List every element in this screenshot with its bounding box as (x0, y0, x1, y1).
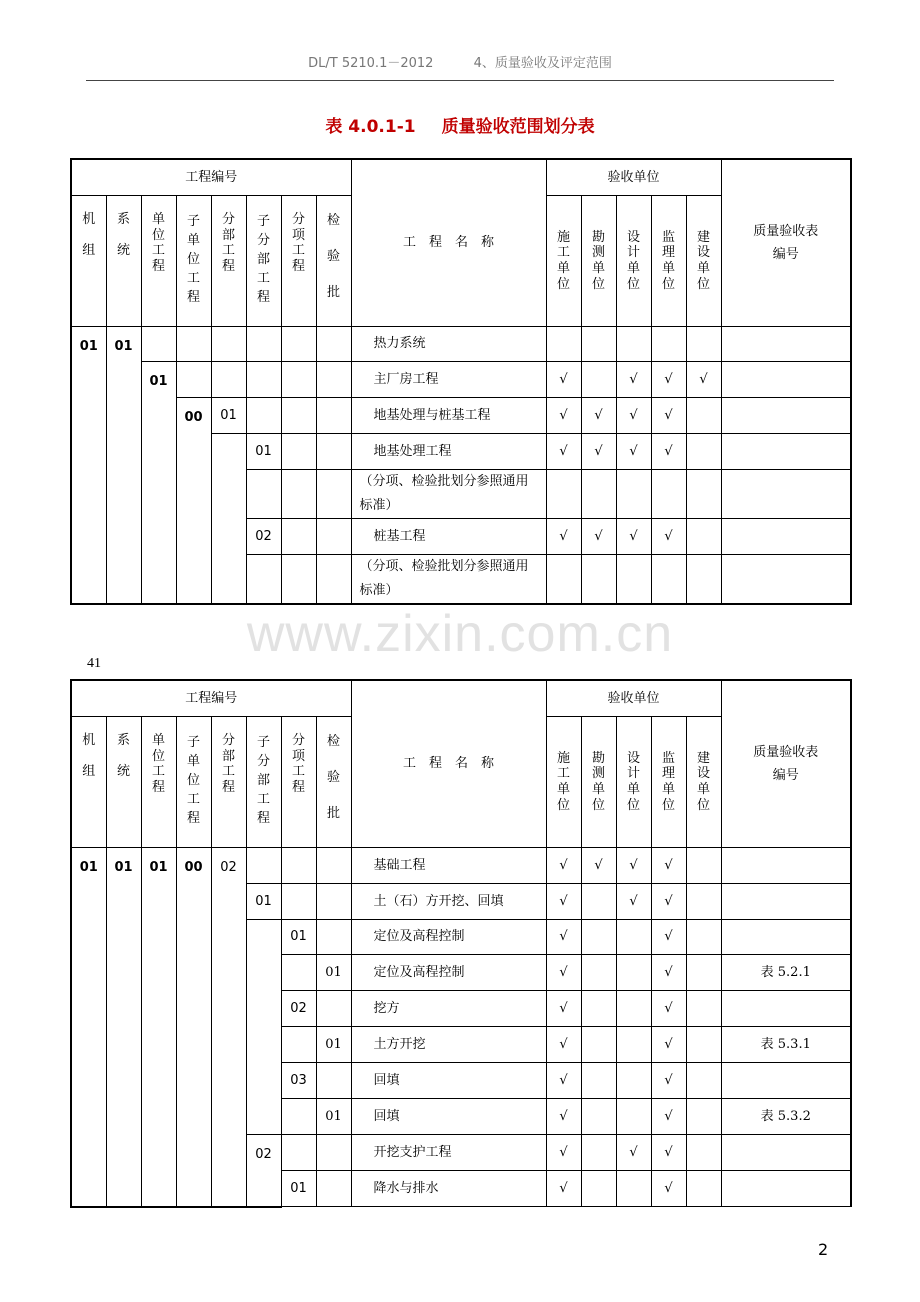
code-cell: 02 (211, 848, 246, 1207)
code-cell: 00 (176, 848, 211, 1207)
check-cell: √ (546, 362, 581, 398)
code-cell: 01 (246, 884, 281, 920)
check-cell (686, 1027, 721, 1063)
check-cell: √ (546, 519, 581, 555)
project-name: 土（石）方开挖、回填 (351, 884, 546, 920)
code-cell (316, 884, 351, 920)
form-number-cell (721, 470, 851, 519)
form-number-cell (721, 398, 851, 434)
check-cell (686, 884, 721, 920)
project-name: 定位及高程控制 (351, 955, 546, 991)
check-cell (581, 1027, 616, 1063)
check-cell: √ (651, 362, 686, 398)
check-cell (686, 991, 721, 1027)
check-cell (581, 555, 616, 605)
check-cell (686, 519, 721, 555)
code-cell (316, 991, 351, 1027)
code-cell (316, 1135, 351, 1171)
code-cell (176, 327, 211, 362)
check-cell: √ (616, 362, 651, 398)
code-cell: 01 (141, 848, 176, 1207)
check-cell: √ (651, 1171, 686, 1207)
form-number-cell (721, 1135, 851, 1171)
check-cell (581, 955, 616, 991)
code-cell (281, 519, 316, 555)
project-name: 开挖支护工程 (351, 1135, 546, 1171)
code-cell (281, 327, 316, 362)
check-cell: √ (651, 434, 686, 470)
header-acceptance-unit: 验收单位 (546, 159, 721, 196)
header-fenxiang: 分 项 工 程 (281, 196, 316, 327)
code-cell (316, 434, 351, 470)
code-cell (246, 398, 281, 434)
header-jianshe: 建 设 单 位 (686, 717, 721, 848)
project-name: （分项、检验批划分参照通用标准） (351, 555, 546, 605)
header-zidanwei: 子 单 位 工 程 (176, 196, 211, 327)
page-number: 2 (818, 1240, 829, 1259)
check-cell (686, 920, 721, 955)
check-cell (581, 1135, 616, 1171)
code-cell (141, 327, 176, 362)
form-number-cell (721, 327, 851, 362)
form-number-cell: 表 5.2.1 (721, 955, 851, 991)
check-cell: √ (616, 884, 651, 920)
code-cell (316, 1171, 351, 1207)
table-row (71, 848, 851, 884)
project-name: 降水与排水 (351, 1171, 546, 1207)
header-jianli: 监 理 单 位 (651, 196, 686, 327)
check-cell (616, 1171, 651, 1207)
check-cell: √ (546, 1027, 581, 1063)
check-cell (546, 470, 581, 519)
table-row (71, 398, 851, 434)
project-name: 基础工程 (351, 848, 546, 884)
table-row (71, 362, 851, 398)
code-cell (281, 434, 316, 470)
check-cell: √ (546, 398, 581, 434)
table-row (71, 327, 851, 362)
header-zidanwei: 子 单 位 工 程 (176, 717, 211, 848)
check-cell: √ (616, 398, 651, 434)
header-project-code: 工程编号 (71, 680, 351, 717)
header-danwei: 单 位 工 程 (141, 196, 176, 327)
check-cell: √ (686, 362, 721, 398)
table-title-text: 质量验收范围划分表 (441, 117, 595, 137)
header-xitong: 系 统 (106, 196, 141, 327)
check-cell (686, 955, 721, 991)
check-cell: √ (651, 1099, 686, 1135)
code-cell (246, 920, 281, 1135)
check-cell: √ (581, 519, 616, 555)
code-cell: 02 (246, 519, 281, 555)
check-cell (616, 555, 651, 605)
form-number-cell (721, 920, 851, 955)
check-cell: √ (651, 519, 686, 555)
check-cell: √ (651, 1027, 686, 1063)
header-shigong: 施 工 单 位 (546, 717, 581, 848)
header-project-code: 工程编号 (71, 159, 351, 196)
code-cell (316, 398, 351, 434)
check-cell (581, 1063, 616, 1099)
code-cell (316, 848, 351, 884)
check-cell: √ (546, 1171, 581, 1207)
check-cell: √ (546, 434, 581, 470)
header-project-name: 工 程 名 称 (351, 680, 546, 848)
project-name: 桩基工程 (351, 519, 546, 555)
form-number-cell: 表 5.3.2 (721, 1099, 851, 1135)
header-sheji: 设 计 单 位 (616, 196, 651, 327)
check-cell (651, 470, 686, 519)
code-cell (316, 920, 351, 955)
check-cell: √ (651, 991, 686, 1027)
project-name: （分项、检验批划分参照通用标准） (351, 470, 546, 519)
check-cell: √ (546, 955, 581, 991)
check-cell (616, 1027, 651, 1063)
acceptance-table-2 (70, 679, 852, 1208)
check-cell (686, 1171, 721, 1207)
code-cell (211, 362, 246, 398)
code-cell (211, 327, 246, 362)
check-cell (686, 555, 721, 605)
code-cell (316, 519, 351, 555)
check-cell: √ (616, 434, 651, 470)
check-cell (581, 884, 616, 920)
header-sheji: 设 计 单 位 (616, 717, 651, 848)
code-cell: 02 (246, 1135, 281, 1207)
standard-code: DL/T 5210.1－2012 (308, 56, 434, 71)
project-name: 挖方 (351, 991, 546, 1027)
check-cell: √ (546, 991, 581, 1027)
check-cell: √ (581, 848, 616, 884)
code-cell (316, 362, 351, 398)
check-cell (581, 920, 616, 955)
table-title (0, 112, 920, 137)
code-cell (281, 398, 316, 434)
project-name: 地基处理工程 (351, 434, 546, 470)
code-cell (246, 555, 281, 605)
watermark: www.zixin.com.cn (246, 605, 674, 663)
check-cell: √ (651, 398, 686, 434)
code-cell (316, 470, 351, 519)
code-cell: 01 (246, 434, 281, 470)
code-cell: 01 (316, 1027, 351, 1063)
code-cell: 01 (316, 955, 351, 991)
check-cell (616, 920, 651, 955)
check-cell: √ (546, 1099, 581, 1135)
project-name: 热力系统 (351, 327, 546, 362)
check-cell: √ (651, 1135, 686, 1171)
form-number-cell (721, 991, 851, 1027)
header-jianli: 监 理 单 位 (651, 717, 686, 848)
code-cell: 01 (316, 1099, 351, 1135)
header-project-name: 工 程 名 称 (351, 159, 546, 327)
project-name: 回填 (351, 1063, 546, 1099)
form-number-cell (721, 1063, 851, 1099)
check-cell (686, 470, 721, 519)
code-cell (281, 848, 316, 884)
header-xitong: 系 统 (106, 717, 141, 848)
check-cell (651, 555, 686, 605)
check-cell (581, 1099, 616, 1135)
code-cell (176, 362, 211, 398)
code-cell: 02 (281, 991, 316, 1027)
form-number-cell (721, 362, 851, 398)
code-cell (281, 555, 316, 605)
header-jianshe: 建 设 单 位 (686, 196, 721, 327)
check-cell (651, 327, 686, 362)
project-name: 土方开挖 (351, 1027, 546, 1063)
check-cell (581, 470, 616, 519)
header-jizu: 机 组 (71, 196, 106, 327)
header-jianyan: 检 验 批 (316, 196, 351, 327)
header-fenxiang: 分 项 工 程 (281, 717, 316, 848)
code-cell (281, 1135, 316, 1171)
check-cell: √ (581, 434, 616, 470)
code-cell (281, 1099, 316, 1135)
code-cell (281, 470, 316, 519)
check-cell (616, 991, 651, 1027)
page-header (0, 52, 920, 71)
form-number-cell (721, 884, 851, 920)
code-cell: 01 (106, 848, 141, 1207)
form-number-cell (721, 434, 851, 470)
check-cell: √ (546, 1063, 581, 1099)
check-cell (581, 1171, 616, 1207)
code-cell (281, 955, 316, 991)
code-cell: 01 (211, 398, 246, 434)
project-name: 定位及高程控制 (351, 920, 546, 955)
header-rule (86, 80, 834, 81)
check-cell (686, 848, 721, 884)
check-cell (581, 327, 616, 362)
header-fenbu: 分 部 工 程 (211, 196, 246, 327)
check-cell: √ (546, 920, 581, 955)
code-cell: 01 (281, 1171, 316, 1207)
check-cell (581, 991, 616, 1027)
code-cell: 01 (71, 327, 106, 605)
check-cell (686, 1135, 721, 1171)
header-form-number: 质量验收表 编号 (721, 680, 851, 848)
code-cell: 01 (106, 327, 141, 605)
check-cell (686, 1063, 721, 1099)
check-cell: √ (651, 955, 686, 991)
header-jianyan: 检 验 批 (316, 717, 351, 848)
check-cell: √ (651, 920, 686, 955)
form-number-cell (721, 519, 851, 555)
code-cell (281, 1027, 316, 1063)
code-cell: 00 (176, 398, 211, 605)
check-cell: √ (616, 519, 651, 555)
code-cell (246, 362, 281, 398)
check-cell (616, 955, 651, 991)
check-cell (616, 1099, 651, 1135)
code-cell (246, 327, 281, 362)
check-cell (616, 470, 651, 519)
code-cell (316, 327, 351, 362)
code-cell (246, 848, 281, 884)
code-cell (211, 434, 246, 605)
check-cell (686, 434, 721, 470)
check-cell: √ (651, 884, 686, 920)
header-fenbu: 分 部 工 程 (211, 717, 246, 848)
header-kance: 勘 测 单 位 (581, 717, 616, 848)
check-cell: √ (616, 1135, 651, 1171)
form-number-cell: 表 5.3.1 (721, 1027, 851, 1063)
check-cell: √ (546, 884, 581, 920)
form-number-cell (721, 1171, 851, 1207)
acceptance-table-1 (70, 158, 852, 605)
header-form-number: 质量验收表 编号 (721, 159, 851, 327)
check-cell (581, 362, 616, 398)
check-cell (616, 327, 651, 362)
code-cell: 03 (281, 1063, 316, 1099)
code-cell (281, 884, 316, 920)
header-zifenbu: 子 分 部 工 程 (246, 717, 281, 848)
code-cell: 01 (281, 920, 316, 955)
code-cell: 01 (71, 848, 106, 1207)
code-cell (316, 1063, 351, 1099)
check-cell: √ (581, 398, 616, 434)
check-cell: √ (651, 848, 686, 884)
code-cell (316, 555, 351, 605)
form-number-cell (721, 848, 851, 884)
header-zifenbu: 子 分 部 工 程 (246, 196, 281, 327)
code-cell: 01 (141, 362, 176, 605)
check-cell (546, 555, 581, 605)
check-cell (686, 327, 721, 362)
code-cell (281, 362, 316, 398)
check-cell (546, 327, 581, 362)
check-cell (616, 1063, 651, 1099)
project-name: 回填 (351, 1099, 546, 1135)
section-title: 4、质量验收及评定范围 (473, 56, 612, 71)
page-marker: 41 (87, 656, 101, 671)
header-kance: 勘 测 单 位 (581, 196, 616, 327)
check-cell: √ (616, 848, 651, 884)
form-number-cell (721, 555, 851, 605)
header-danwei: 单 位 工 程 (141, 717, 176, 848)
header-acceptance-unit: 验收单位 (546, 680, 721, 717)
header-jizu: 机 组 (71, 717, 106, 848)
project-name: 主厂房工程 (351, 362, 546, 398)
check-cell (686, 398, 721, 434)
project-name: 地基处理与桩基工程 (351, 398, 546, 434)
header-shigong: 施 工 单 位 (546, 196, 581, 327)
check-cell (686, 1099, 721, 1135)
check-cell: √ (546, 848, 581, 884)
check-cell: √ (651, 1063, 686, 1099)
table-number: 表 4.0.1-1 (325, 117, 416, 137)
code-cell (246, 470, 281, 519)
check-cell: √ (546, 1135, 581, 1171)
